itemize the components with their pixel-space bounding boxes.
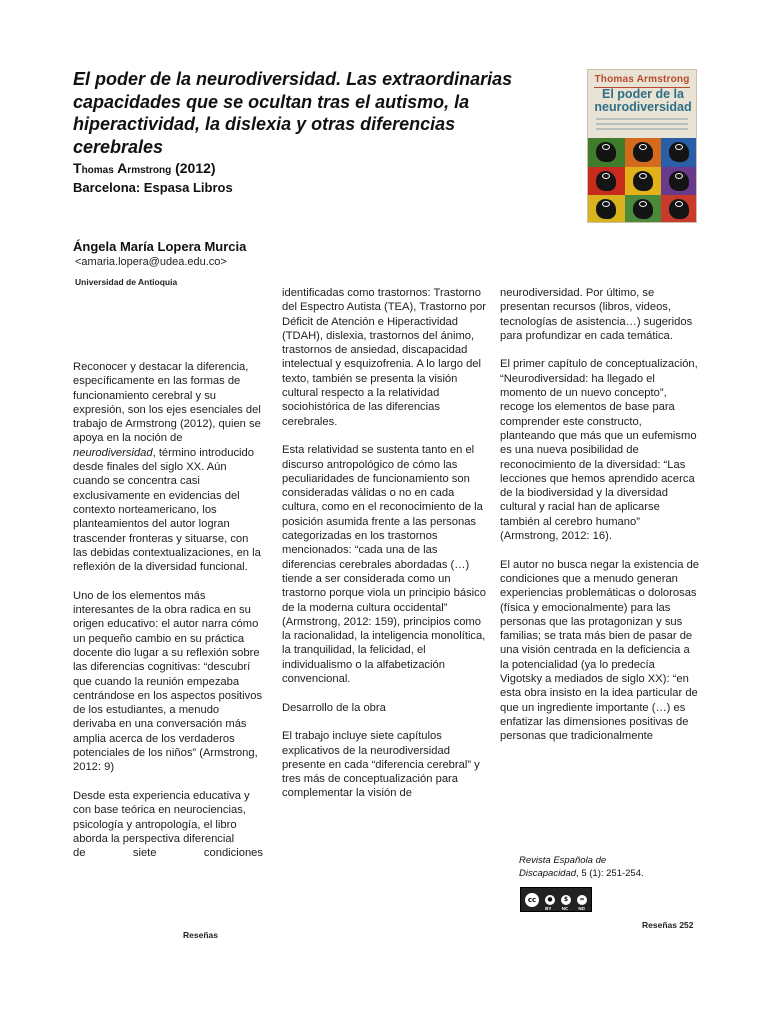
paragraph: identificadas como trastornos: Trastorno del Espectro Autista (TEA), Trastorno por Déficit de Atención e Hiperactividad (TDAH), dislexia, trastornos del ánimo, trastornos de ansiedad, discapacidad intelectual y esquizofrenia. A lo largo del texto, también se presenta la visión cultural respecto a la relatividad sociohistórica de las diferencias cerebrales.: [282, 287, 486, 428]
noncommercial-icon: $: [559, 893, 573, 907]
text-column-2: [282, 286, 488, 815]
brain-icon: [675, 173, 683, 179]
cover-author: Thomas Armstrong: [594, 74, 690, 85]
cc-icon: cc: [523, 891, 541, 909]
footer-page-label: Reseñas 252: [642, 920, 694, 930]
section-heading: Desarrollo de la obra: [282, 701, 386, 714]
text-column-3: [500, 286, 700, 758]
cover-head-tile: [625, 167, 662, 196]
paragraph: El trabajo incluye siete capítulos explicativos de la neurodiversidad presente en cada “diferencia cerebral” y tres más de conceptualización para complementar la visión de: [282, 730, 480, 800]
paragraph: Reconocer y destacar la diferencia, específicamente en las formas de funcionamiento cerebral y su expresión, son los ejes esenciales del trabajo de Armstrong (2012), quien se apoya en la noción de neurodiversidad, término introducido desde finales del siglo XX. Aún cuando se concentra casi exclusivamente en evidencias del contexto norteamericano, los planteamientos del autor logran trascender fronteras y situarse, con las debidas contextualizaciones, en la reflexión de la diversidad funcional.: [73, 361, 261, 574]
cover-head-tile: [625, 195, 662, 223]
reviewer-email: <amaria.lopera@udea.edu.co>: [75, 256, 227, 268]
book-cover-image: [587, 69, 697, 223]
paragraph: Uno de los elementos más interesantes de la obra radica en su origen educativo: el autor narra cómo un pequeño cambio en su práctica docente dio lugar a su reflexión sobre las diferencias cognitivas: “descubrí que cuando la reunión empezaba centrándose en los aspectos positivos de los estudiantes, a menudo derivaba en una conversación más amplia acerca de los verdaderos potenciales de los niños” (Armstrong, 2012: 9): [73, 589, 263, 774]
paragraph: Esta relatividad se sustenta tanto en el discurso antropológico de cómo las peculiaridades de funcionamiento son consideradas válidas o no en cada cultura, como en el reconocimiento de la posición asumida frente a las personas categorizadas en los trastornos mencionados: “cada una de las diferencias cerebrales abordadas (…) tiende a ser considerada como un trastorno porque viola un principio básico de la moderna cultura occidental” (Armstrong, 2012: 159), principios como la racionalidad, la inteligencia monolítica, la tranquilidad, la felicidad, el individualismo o la alfabetización convencional.: [282, 444, 486, 686]
paragraph: neurodiversidad. Por último, se presentan recursos (libros, videos, tecnologías de asistencia…) sugeridos para profundizar en cada temática.: [500, 287, 693, 342]
license-terms-strip: BY NC ND: [545, 906, 585, 911]
brain-icon: [602, 144, 610, 150]
book-author: Thomas Armstrong (2012): [73, 160, 216, 176]
noderivatives-icon: =: [575, 893, 589, 907]
paragraph: El autor no busca negar la existencia de condiciones que a menudo generan experiencias problemáticas o dolorosas (física y emocionalmente) para las personas que las protagonizan y sus familias; se trata más bien de pasar de una visión centrada en la deficiencia a la potencialidad (ya lo predecía Vigotsky a mediados de siglo XX): “en esta obra insisto en la idea particular de que un ingrediente importante (…) es enfatizar las dimensiones positivas de personas que tradicionalmente: [500, 558, 700, 743]
attribution-icon: ●: [543, 893, 557, 907]
brain-icon: [639, 173, 647, 179]
cover-head-grid: [588, 138, 697, 223]
cover-subtitle-line: [596, 118, 688, 120]
cover-head-tile: [588, 195, 625, 223]
cover-head-tile: [661, 167, 697, 196]
brain-icon: [639, 144, 647, 150]
journal-citation: Revista Española de Discapacidad, 5 (1): 251-254.: [519, 855, 644, 879]
book-title: El poder de la neurodiversidad. Las extraordinarias capacidades que se ocultan tras el autismo, la hiperactividad, la dislexia y otras diferencias cerebrales: [73, 69, 513, 157]
cover-head-tile: [661, 195, 697, 223]
cover-head-tile: [588, 167, 625, 196]
cover-title: El poder de la neurodiversidad: [594, 87, 692, 114]
brain-icon: [602, 173, 610, 179]
reviewer-name: Ángela María Lopera Murcia: [73, 239, 247, 254]
cover-subtitle-line: [596, 123, 688, 125]
cover-head-tile: [588, 138, 625, 167]
paragraph: El primer capítulo de conceptualización, “Neurodiversidad: ha llegado el momento de un nuevo concepto”, recoge los elementos de base para comprender este constructo, planteando que más que un eufemismo es una nueva posibilidad de reconocimiento de la diversidad: “Las lecciones que hemos aprendido acerca de la biodiversidad y la diversidad cultural y racial han de aplicarse también al cerebro humano” (Armstrong, 2012: 16).: [500, 358, 698, 543]
cover-head-tile: [661, 138, 697, 167]
cover-head-tile: [625, 138, 662, 167]
paragraph-justified-line: de siete condiciones: [73, 847, 263, 860]
text-column-1: [73, 360, 263, 860]
footer-section-label: Reseñas: [183, 930, 218, 940]
cover-subtitle-line: [596, 128, 688, 130]
paragraph: Desde esta experiencia educativa y con base teórica en neurociencias, psicología y antropología, el libro aborda la perspectiva diferencial: [73, 789, 250, 845]
reviewer-affiliation: Universidad de Antioquia: [75, 277, 178, 287]
book-publisher: Barcelona: Espasa Libros: [73, 180, 233, 195]
